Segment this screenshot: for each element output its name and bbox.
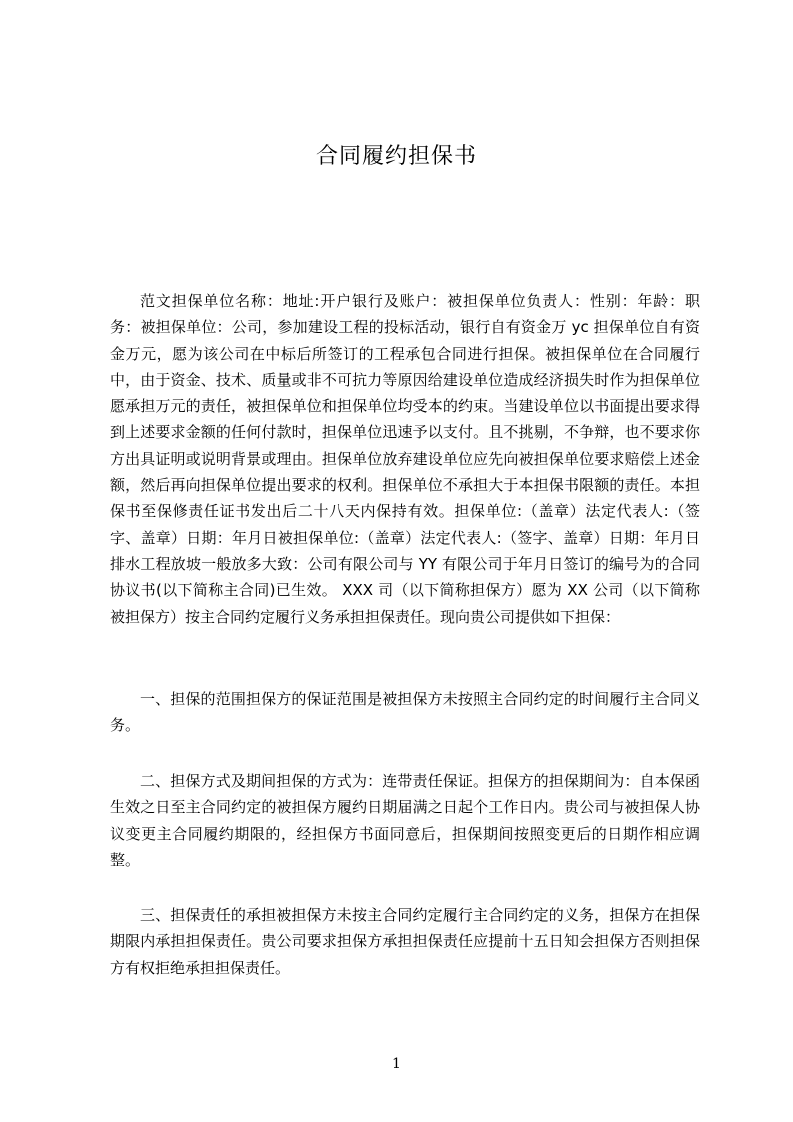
section-2-paragraph: 二、担保方式及期间担保的方式为：连带责任保证。担保方的担保期间为：自本保函生效之日至主合同约定的被担保方履约日期届满之日起个工作日内。贵公司与被担保人协议变更主合同履约期限的，经担保方书面同意后，担保期间按照变更后的日期作相应调整。 xyxy=(110,772,700,869)
section-1-paragraph: 一、担保的范围担保方的保证范围是被担保方未按照主合同约定的时间履行主合同义务。 xyxy=(110,690,700,735)
page-number: 1 xyxy=(392,1056,401,1072)
section-3-paragraph: 三、担保责任的承担被担保方未按主合同约定履行主合同约定的义务，担保方在担保期限内承担担保责任。贵公司要求担保方承担担保责任应提前十五日知会担保方否则担保方有权拒绝承担担保责任。 xyxy=(110,906,700,977)
document-title: 合同履约担保书 xyxy=(315,144,477,169)
intro-paragraph: 范文担保单位名称：地址:开户银行及账户：被担保单位负责人：性别：年龄：职务：被担保单位：公司，参加建设工程的投标活动，银行自有资金万 yc 担保单位自有资金万元，愿为该公司在中标后所签订的工程承包合同进行担保。被担保单位在合同履行中，由于资金、技术、质量或非不可抗力等原因给建设单位造成经济损失时作为担保单位愿承担万元的责任，被担保单位和担保单位均受本的约束。当建设单位以书面提出要求得到上述要求金额的任何付款时，担保单位迅速予以支付。且不挑剔，不争辩，也不要求你方出具证明或说明背景或理由。担保单位放弃建设单位应先向被担保单位要求赔偿上述金额，然后再向担保单位提出要求的权利。担保单位不承担大于本担保书限额的责任。本担保书至保修责任证书发出后二十八天内保持有效。担保单位:（盖章）法定代表人:（签字、盖章）日期：年月日被担保单位:（盖章）法定代表人:（签字、盖章）日期：年月日排水工程放坡一般放多大致：公司有限公司与 YY 有限公司于年月日签订的编号为的合同协议书(以下简称主合同)已生效。 XXX 司（以下简称担保方）愿为 XX 公司（以下简称被担保方）按主合同约定履行义务承担担保责任。现向贵公司提供如下担保： xyxy=(110,292,700,626)
